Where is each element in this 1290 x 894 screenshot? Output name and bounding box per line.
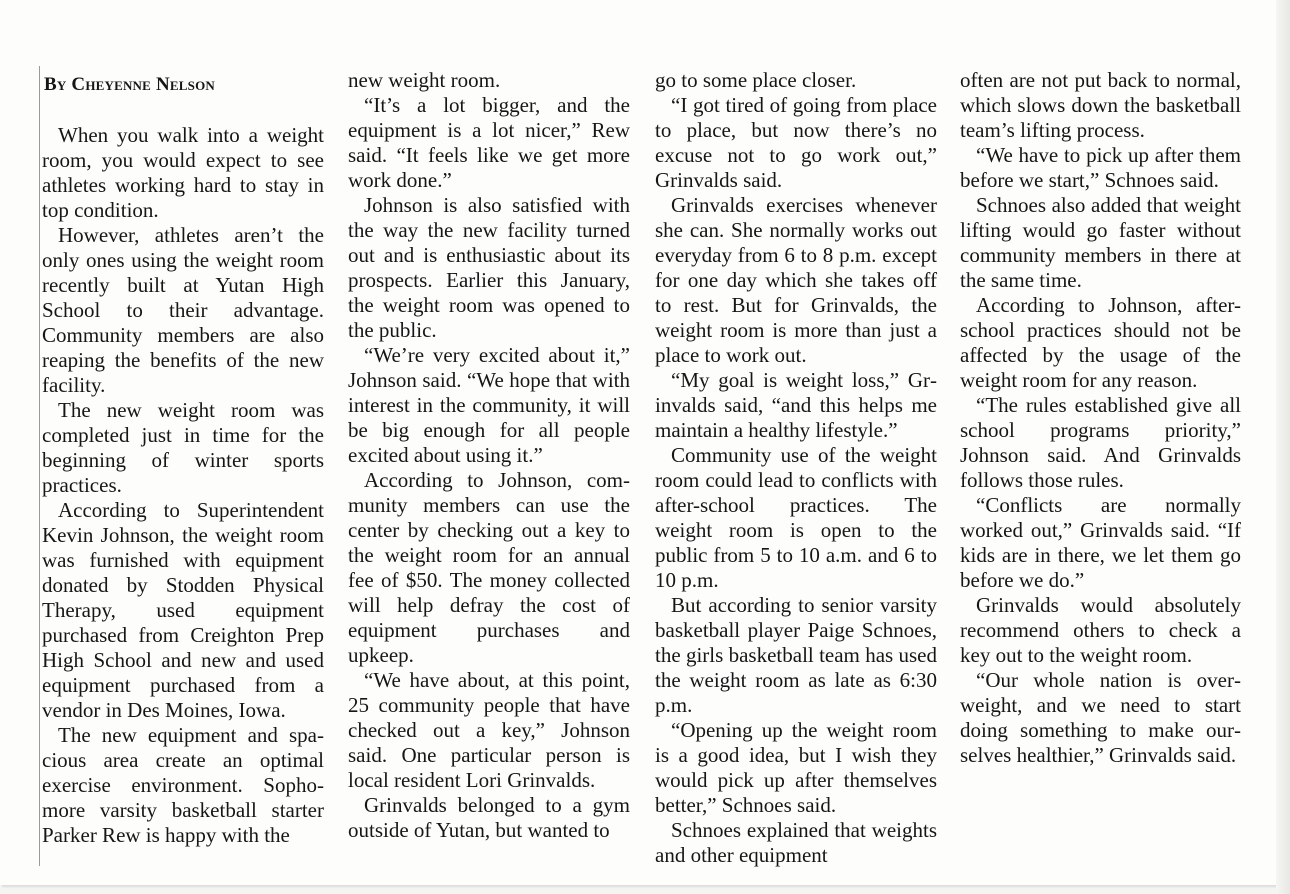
article-column-4 xyxy=(960,68,1241,768)
byline: By Cheyenne Nelson xyxy=(44,74,215,95)
paragraph: However, athletes aren’t the only ones using the weight room recently built at Yutan High School to their advantage. Community members are also reaping the benefits of the new facility. xyxy=(42,223,324,397)
paragraph: Johnson is also satisfied with the way the new facility turned out and is enthusiastic about its prospects. Earlier this January, the weight room was opened to the public. xyxy=(348,193,630,342)
paragraph-continued: new weight room. xyxy=(348,68,501,92)
paragraph: Schnoes explained that weights and other equipment xyxy=(655,818,937,867)
paragraph: “Opening up the weight room is a good idea, but I wish they would pick up after themselves better,” Schnoes said. xyxy=(655,718,937,817)
article-column-1 xyxy=(42,68,324,848)
paragraph: The new weight room was completed just in time for the beginning of winter sports practices. xyxy=(42,398,324,497)
paragraph: The new equipment and spacious area create an optimal exercise environment. Sophomore varsity basketball starter Parker Rew is happy with the xyxy=(42,723,324,847)
paragraph: Grinvalds belonged to a gym outside of Yutan, but wanted to xyxy=(348,793,630,842)
paragraph: According to Johnson, after-school practices should not be affected by the usage of the weight room for any reason. xyxy=(960,293,1241,392)
paragraph: “It’s a lot bigger, and the equipment is a lot nicer,” Rew said. “It feels like we get more work done.” xyxy=(348,93,630,192)
paragraph: Community use of the weight room could lead to conflicts with after-school practices. The weight room is open to the public from 5 to 10 a.m. and 6 to 10 p.m. xyxy=(655,443,937,592)
article-column-2 xyxy=(348,68,630,843)
paragraph: “Our whole nation is overweight, and we need to start doing something to make ourselves healthier,” Grinvalds said. xyxy=(960,668,1241,767)
paragraph: “We have to pick up after them before we start,” Schnoes said. xyxy=(960,143,1241,192)
paragraph: “We have about, at this point, 25 community people that have checked out a key,” Johnson said. One particular person is local resident Lori Grinvalds. xyxy=(348,668,630,792)
paragraph: When you walk into a weight room, you would expect to see athletes working hard to stay in top condition. xyxy=(42,123,324,222)
paragraph: “Conflicts are normally worked out,” Grinvalds said. “If kids are in there, we let them go before we do.” xyxy=(960,493,1241,592)
paragraph: Grinvalds exercises whenever she can. She normally works out everyday from 6 to 8 p.m. except for one day which she takes off to rest. But for Grinvalds, the weight room is more than just a place to work out. xyxy=(655,193,937,367)
paragraph: “I got tired of going from place to place, but now there’s no excuse not to go work out,” Grinvalds said. xyxy=(655,93,937,192)
paragraph: Schnoes also added that weight lifting would go faster without community members in there at the same time. xyxy=(960,193,1241,292)
paragraph: “The rules established give all school programs priority,” Johnson said. And Grinvalds follows those rules. xyxy=(960,393,1241,492)
scan-edge-shadow xyxy=(1276,0,1290,894)
paragraph-continued: often are not put back to normal, which slows down the basketball team’s lifting process. xyxy=(960,68,1241,142)
paragraph: Grinvalds would absolutely recommend others to check a key out to the weight room. xyxy=(960,593,1241,667)
paragraph: According to Johnson, community members can use the center by checking out a key to the weight room for an annual fee of $50. The money collected will help defray the cost of equipment purchases and upkeep. xyxy=(348,468,630,667)
paragraph-continued: go to some place closer. xyxy=(655,68,857,92)
paragraph: According to Superintendent Kevin Johnson, the weight room was furnished with equipment donated by Stodden Physical Therapy, used equipment purchased from Creighton Prep High School and new and used equipment purchased from a vendor in Des Moines, Iowa. xyxy=(42,498,324,722)
paragraph: “We’re very excited about it,” Johnson said. “We hope that with interest in the community, it will be big enough for all people excited about using it.” xyxy=(348,343,630,467)
paragraph: But according to senior varsity basketball player Paige Schnoes, the girls basketball team has used the weight room as late as 6:30 p.m. xyxy=(655,593,937,717)
column-rule xyxy=(39,66,40,866)
article-column-3 xyxy=(655,68,937,868)
paragraph: “My goal is weight loss,” Grinvalds said, “and this helps me maintain a healthy lifestyle.” xyxy=(655,368,937,442)
